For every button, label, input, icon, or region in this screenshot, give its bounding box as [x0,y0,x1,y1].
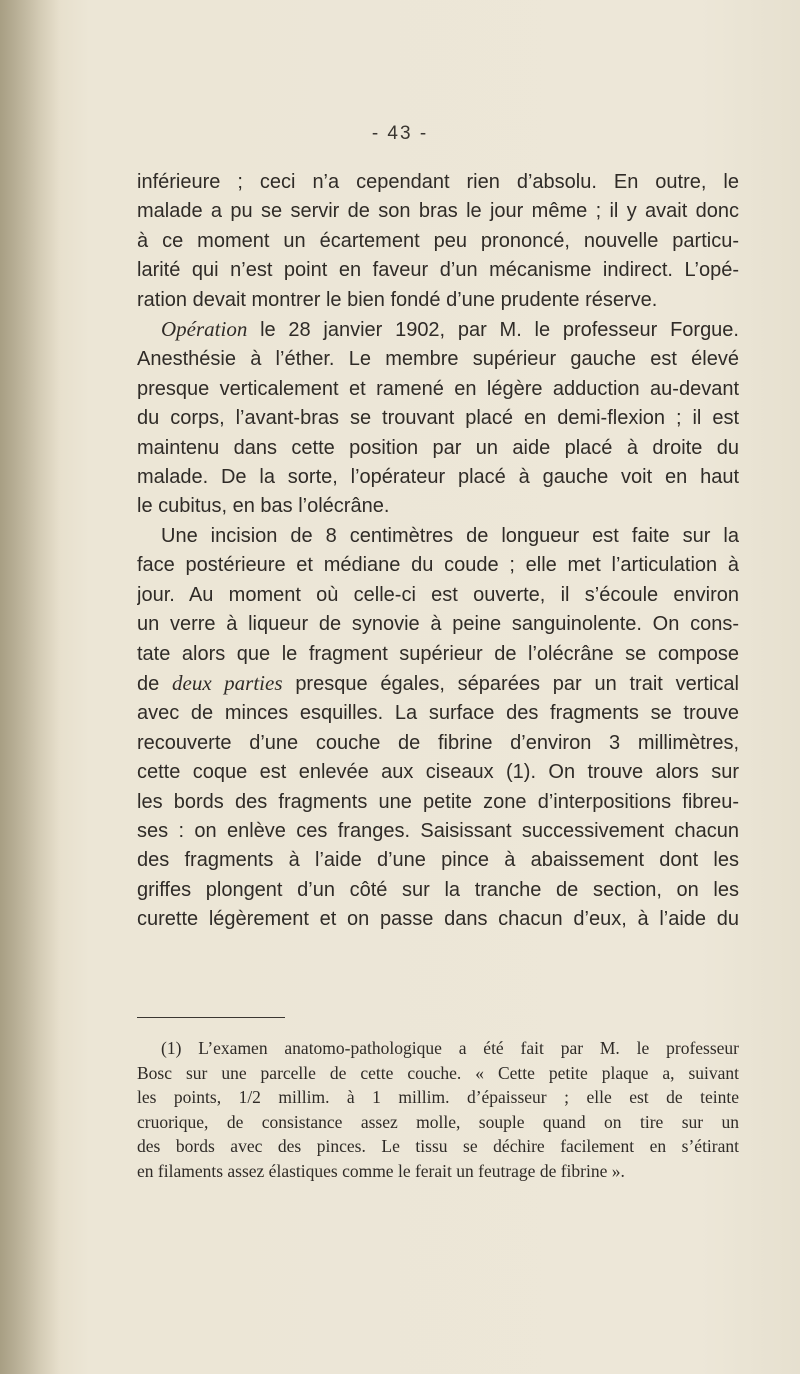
body-text [137,168,739,935]
text-fragment: de [137,672,173,695]
footnote [137,1036,739,1183]
text-line: malade. De la sorte, l’opérateur placé à gauche voit en haut [137,466,739,489]
text-line: un verre à liqueur de synovie à peine sanguinolente. On cons- [137,613,739,636]
text-line: du corps, l’avant-bras se trouvant placé en demi-flexion ; il est [137,407,739,430]
text-line: Anesthésie à l’éther. Le membre supérieur gauche est élevé [137,348,739,371]
page-number: - 43 - [371,123,429,144]
text-line: Une incision de 8 centimètres de longueur est faite sur la [161,524,739,547]
text-line: maintenu dans cette position par un aide placé à droite du [137,436,739,459]
text-line: cette coque est enlevée aux ciseaux (1). On trouve alors sur [137,761,739,784]
text-line: ses : on enlève ces franges. Saisissant successivement chacun [137,819,739,842]
footnote-line: des bords avec des pinces. Le tissu se déchire facilement en s’étirant [137,1136,739,1156]
text-line: griffes plongent d’un côté sur la tranche de section, on les [137,878,739,901]
text-fragment: presque égales, séparées par un trait vertical [282,672,739,695]
text-line: presque verticalement et ramené en légère adduction au-devant [137,377,739,400]
text-line: à ce moment un écartement peu prononcé, nouvelle particu- [137,229,739,252]
text-line: larité qui n’est point en faveur d’un mécanisme indirect. L’opé- [137,259,739,282]
text-line: le cubitus, en bas l’olécrâne. [137,495,390,518]
text-line: avec de minces esquilles. La surface des fragments se trouve [137,702,739,725]
text-line [137,315,739,345]
text-line: les bords des fragments une petite zone d’interpositions fibreu- [137,790,739,813]
footnote-line: cruorique, de consistance assez molle, souple quand on tire sur un [137,1111,739,1132]
text-line: inférieure ; ceci n’a cependant rien d’absolu. En outre, le [137,171,739,193]
footnote-line: en filaments assez élastiques comme le ferait un feutrage de fibrine ». [137,1160,625,1181]
text-line [137,669,739,699]
text-line: face postérieure et médiane du coude ; elle met l’articulation à [137,554,739,577]
text-fragment: le 28 janvier 1902, par M. le professeur Forgue. [247,319,739,342]
text-line: tate alors que le fragment supérieur de l’olécrâne se compose [137,642,739,665]
text-line: curette légèrement et on passe dans chacun d’eux, à l’aide du [137,908,739,931]
italic-phrase: deux parties [172,670,283,695]
text-line: jour. Au moment où celle-ci est ouverte, il s’écoule environ [137,583,739,606]
footnote-line: Bosc sur une parcelle de cette couche. « Cette petite plaque a, suivant [137,1062,739,1083]
text-line: recouverte d’une couche de fibrine d’environ 3 millimètres, [137,731,739,754]
footnote-line: (1) L’examen anatomo-pathologique a été fait par M. le professeur [161,1038,739,1058]
footnote-separator [137,1017,285,1018]
text-line: malade a pu se servir de son bras le jour même ; il y avait donc [137,200,739,223]
binding-shadow [0,0,60,1374]
italic-lead: Opération [161,317,248,342]
footnote-line: les points, 1/2 millim. à 1 millim. d’épaisseur ; elle est de teinte [137,1087,739,1107]
text-line: ration devait montrer le bien fondé d’une prudente réserve. [137,288,658,311]
text-line: des fragments à l’aide d’une pince à abaissement dont les [137,849,739,872]
